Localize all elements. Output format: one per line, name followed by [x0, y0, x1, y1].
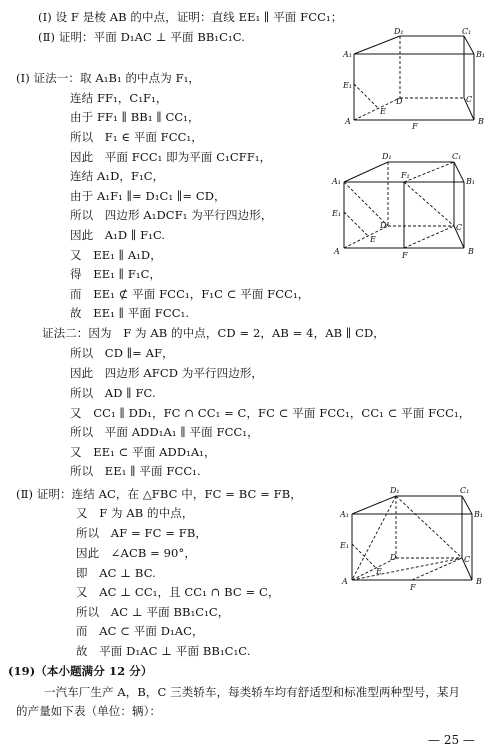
vertex-label: C₁ — [452, 152, 462, 161]
proof-line: 所以 AF = FC = FB， — [76, 526, 207, 540]
vertex-label: B₁ — [476, 50, 486, 59]
proof-line: 因此 平面 FCC₁ 即为平面 C₁CFF₁， — [70, 150, 272, 164]
vertex-label: C₁ — [460, 486, 470, 495]
proof-line: 又 CC₁ ∥ DD₁，FC ∩ CC₁ = C，FC ⊂ 平面 FCC₁，CC₁ ⊂ 平面 FCC₁， — [70, 406, 471, 420]
problem-part2: (Ⅱ) 证明：平面 D₁AC ⊥ 平面 BB₁C₁C. — [38, 30, 245, 44]
vertex-label: D — [380, 221, 387, 230]
vertex-label: A — [334, 247, 340, 256]
vertex-label: E₁ — [332, 209, 342, 218]
problem19-body: 一汽车厂生产 A，B，C 三类轿车，每类轿车均有舒适型和标准型两种型号，某月 — [44, 685, 461, 699]
proof-line: 所以 平面 ADD₁A₁ ∥ 平面 FCC₁， — [70, 425, 259, 439]
proof-line: 得 EE₁ ∥ F₁C， — [70, 267, 162, 281]
proof1-method1-heading: (Ⅰ) 证法一：取 A₁B₁ 的中点为 F₁， — [16, 71, 201, 85]
proof-line: 又 EE₁ ⊂ 平面 ADD₁A₁， — [70, 445, 216, 459]
proof-line: 所以 CD ∥= AF， — [70, 346, 174, 360]
figure-prism-1 — [342, 28, 492, 132]
vertex-label: F — [410, 583, 416, 592]
vertex-label: B₁ — [466, 177, 476, 186]
vertex-label: E — [370, 235, 376, 244]
vertex-label: C — [464, 555, 471, 564]
vertex-label: A — [345, 117, 351, 126]
vertex-label: E₁ — [343, 81, 353, 90]
proof-line: 所以 AC ⊥ 平面 BB₁C₁C， — [76, 605, 230, 619]
vertex-label: D — [396, 97, 403, 106]
proof-line: 连结 A₁D，F₁C， — [70, 169, 165, 183]
proof-line: 即 AC ⊥ BC. — [76, 566, 156, 580]
page-number: — 25 — — [428, 733, 475, 747]
vertex-label: A₁ — [332, 177, 341, 186]
vertex-label: E — [380, 107, 386, 116]
problem19-body: 的产量如下表（单位：辆）： — [16, 704, 162, 718]
vertex-label: D₁ — [394, 28, 404, 36]
proof-line: 因此 A₁D ∥ F₁C. — [70, 228, 166, 242]
figure-labels — [331, 152, 475, 260]
proof-line: 由于 A₁F₁ ∥= D₁C₁ ∥= CD， — [70, 189, 226, 203]
proof2-heading: (Ⅱ) 证明：连结 AC，在 △FBC 中，FC = BC = FB， — [16, 487, 302, 501]
figure-labels — [339, 486, 483, 592]
problem19-heading: (19)（本小题满分 12 分） — [8, 664, 153, 678]
vertex-label: A₁ — [343, 50, 352, 59]
proof-line: 由于 FF₁ ∥ BB₁ ∥ CC₁， — [70, 110, 200, 124]
proof-line: 故 平面 D₁AC ⊥ 平面 BB₁C₁C. — [76, 644, 251, 658]
vertex-label: F₁ — [401, 171, 410, 180]
proof-line: 所以 F₁ ∈ 平面 FCC₁， — [70, 130, 203, 144]
proof-line: 故 EE₁ ∥ 平面 FCC₁. — [70, 306, 190, 320]
proof-line: 因此 四边形 AFCD 为平行四边形， — [70, 366, 264, 380]
proof-line: 而 AC ⊂ 平面 D₁AC， — [76, 624, 204, 638]
proof-line: 所以 四边形 A₁DCF₁ 为平行四边形， — [70, 208, 273, 222]
proof-line: 连结 FF₁，C₁F₁， — [70, 91, 168, 105]
vertex-label: D — [390, 553, 397, 562]
vertex-label: F — [412, 122, 418, 131]
proof-line: 又 AC ⊥ CC₁，且 CC₁ ∩ BC = C， — [76, 585, 280, 599]
vertex-label: D₁ — [390, 486, 400, 495]
vertex-label: B — [468, 247, 474, 256]
vertex-label: C — [466, 95, 473, 104]
vertex-label: B — [476, 577, 482, 586]
vertex-label: C — [456, 223, 463, 232]
vertex-label: C₁ — [462, 28, 472, 36]
vertex-label: B — [478, 117, 484, 126]
figure-prism-3 — [338, 486, 490, 594]
vertex-label: A₁ — [340, 510, 349, 519]
vertex-label: E₁ — [340, 541, 350, 550]
figure-prism-2 — [330, 150, 480, 262]
proof-line: 所以 AD ∥ FC. — [70, 386, 156, 400]
vertex-label: B₁ — [474, 510, 484, 519]
proof-line: 又 EE₁ ∥ A₁D， — [70, 248, 162, 262]
proof1-method2-heading: 证法二：因为 F 为 AB 的中点，CD = 2，AB = 4，AB ∥ CD， — [42, 326, 385, 340]
vertex-label: E — [376, 567, 382, 576]
proof-line: 又 F 为 AB 的中点， — [76, 506, 194, 520]
vertex-label: D₁ — [382, 152, 392, 161]
proof-line: 而 EE₁ ⊄ 平面 FCC₁，F₁C ⊂ 平面 FCC₁， — [70, 287, 310, 301]
problem-part1: (Ⅰ) 设 F 是棱 AB 的中点，证明：直线 EE₁ ∥ 平面 FCC₁； — [38, 10, 343, 24]
vertex-label: F — [402, 251, 408, 260]
proof-line: 因此 ∠ACB = 90°， — [76, 546, 196, 560]
proof-line: 所以 EE₁ ∥ 平面 FCC₁. — [70, 464, 201, 478]
vertex-label: A — [342, 577, 348, 586]
